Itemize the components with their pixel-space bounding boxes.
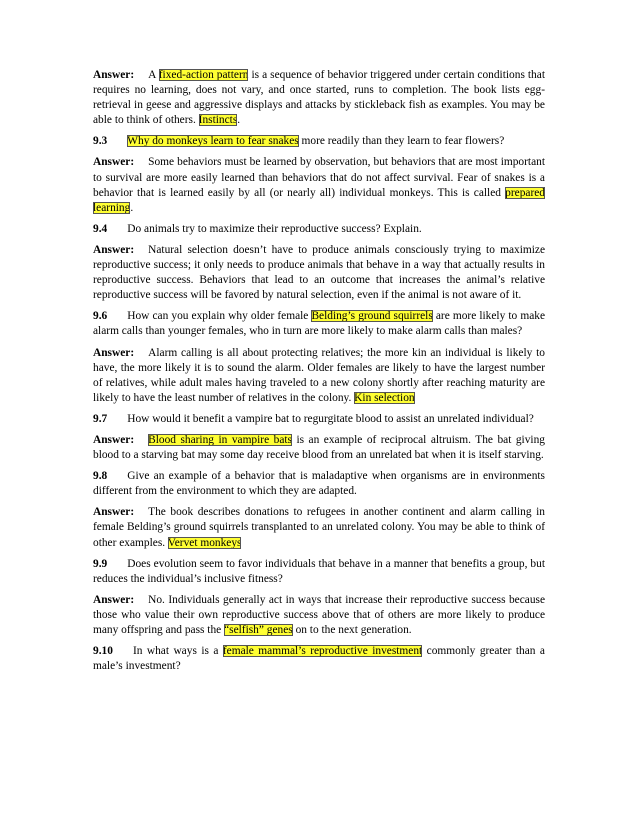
answer-paragraph	[93, 155, 545, 215]
answer-text: No. Individuals generally act in ways that increase their reproductive success because those who value their own reproductive success above that of others are more likely to produce many offspring and pass the	[93, 593, 545, 636]
document-page	[93, 68, 545, 680]
answer-text: Natural selection doesn’t have to produce animals consciously trying to maximize reproductive success; it only needs to produce animals that behave in a way that actually results in reproductive success. Behaviors that lead to an outcome that increases the animal’s relative reproductive success will be favored by natural selection, even if the animal is not aware of it.	[93, 243, 545, 302]
question-paragraph	[93, 557, 545, 587]
highlighted-term: Kin selection	[354, 391, 415, 404]
question-paragraph	[93, 309, 545, 339]
answer-text: is a sequence of behavior triggered under certain conditions that requires no learning, does not vary, and once started, runs to completion. The book lists egg-retrieval in geese and aggressive displays and attacks by stickleback fish as examples. You may be able to think of others.	[93, 69, 545, 127]
answer-text: Alarm calling is all about protecting relatives; the more kin an individual is likely to have, the more likely it is to sound the alarm. Older females are likely to have the largest number of relatives, while adult males having traveled to a new colony shortly after reaching maturity are likely to have the least number of relatives in the colony.	[93, 346, 545, 404]
question-text: How would it benefit a vampire bat to regurgitate blood to assist an unrelated individual?	[127, 412, 534, 425]
highlighted-term: Belding’s ground squirrels	[311, 310, 433, 323]
answer-paragraph	[93, 346, 545, 406]
highlighted-term: Instincts	[198, 114, 238, 127]
answer-paragraph	[93, 243, 545, 303]
question-number: 9.8	[93, 470, 108, 483]
question-number: 9.7	[93, 412, 108, 425]
answer-label: Answer:	[93, 593, 135, 606]
answer-text: on to the next generation.	[292, 624, 412, 636]
answer-label: Answer:	[93, 156, 135, 169]
question-text: more readily than they learn to fear flowers?	[298, 135, 505, 148]
answer-label: Answer:	[93, 506, 135, 519]
question-text: are more likely to make alarm calls than younger females, who in turn are more likely to make alarm calls than males?	[93, 310, 545, 338]
question-paragraph	[93, 469, 545, 499]
question-paragraph	[93, 644, 545, 674]
answer-paragraph	[93, 593, 545, 638]
question-number: 9.10	[93, 645, 113, 658]
question-number: 9.3	[93, 135, 108, 148]
answer-paragraph	[93, 433, 545, 463]
question-text: Do animals try to maximize their reproductive success? Explain.	[127, 222, 422, 235]
answer-text: .	[130, 201, 134, 214]
answer-text: A	[148, 69, 159, 81]
answer-label: Answer:	[93, 433, 135, 446]
highlighted-term: “selfish” genes	[224, 624, 293, 636]
answer-label: Answer:	[93, 69, 135, 81]
highlighted-term: female mammal’s reproductive investment	[222, 645, 423, 658]
answer-paragraph	[93, 505, 545, 550]
question-paragraph	[93, 134, 545, 149]
question-paragraph	[93, 222, 545, 237]
highlighted-term: Why do monkeys learn to fear snakes	[127, 135, 299, 148]
answer-text: is an example of reciprocal altruism. The bat giving blood to a starving bat may some day receive blood from an unrelated bat when it is itself starving.	[93, 433, 545, 462]
highlighted-term: fixed-action pattern	[158, 69, 249, 81]
answer-text: Some behaviors must be learned by observation, but behaviors that are most important to survival are more easily learned than behaviors that do not affect survival. Fear of snakes is a behavior that is learned easily by all (or nearly all) individual monkeys. This is called	[93, 156, 545, 199]
question-text: Does evolution seem to favor individuals that behave in a manner that benefits a group, but reduces the individual’s inclusive fitness?	[93, 557, 545, 585]
question-text: Give an example of a behavior that is maladaptive when organisms are in environments different from the environment to which they are adapted.	[93, 470, 545, 498]
question-text: commonly greater than a male’s investment?	[93, 645, 545, 673]
highlighted-term: prepared learning	[93, 186, 545, 214]
highlighted-term: Blood sharing in vampire bats	[148, 433, 292, 446]
highlighted-term: Vervet monkeys	[167, 536, 242, 549]
question-number: 9.6	[93, 310, 108, 323]
question-paragraph	[93, 412, 545, 427]
question-text: In what ways is a	[132, 645, 223, 658]
answer-label: Answer:	[93, 243, 135, 256]
question-number: 9.4	[93, 222, 108, 235]
answer-text: .	[237, 114, 241, 127]
question-number: 9.9	[93, 557, 108, 570]
question-text: How can you explain why older female	[127, 310, 312, 323]
answer-label: Answer:	[93, 346, 135, 359]
answer-paragraph	[93, 68, 545, 128]
answer-text: The book describes donations to refugees in another continent and alarm calling in female Belding’s ground squirrels transplanted to an unrelated colony. You may be able to think of other examples.	[93, 506, 545, 549]
